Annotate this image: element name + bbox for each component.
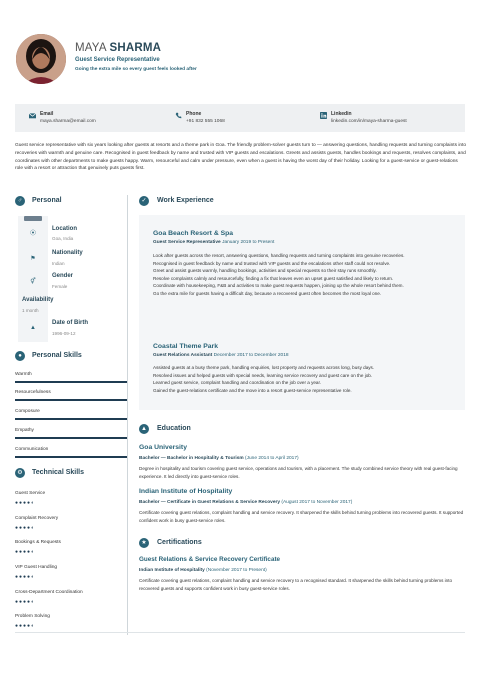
dob-value: 1996-09-12	[52, 331, 76, 336]
personal-skill: Warmth	[15, 372, 32, 377]
edu-desc: Degree in hospitality and tourism covering guest service, operations and tourism, with a placement. The study combined service theory with real guest-facing experience. It led directly into guest-service roles.	[139, 466, 458, 479]
skill-rating: ●●●●◐	[15, 525, 36, 531]
cert-name: Guest Relations & Service Recovery Certificate	[139, 556, 281, 563]
certifications-title: Certifications	[157, 539, 202, 546]
tech-skill: Cross-Department Coordination	[15, 590, 83, 595]
certificate-icon: ★	[139, 538, 149, 548]
personal-skills-title: Personal Skills	[32, 352, 82, 359]
phone-label: Phone	[186, 111, 202, 117]
job-bullets: Assisted guests at a busy theme park, handling enquiries, lost property and requests across long, busy days. Resolved issues and helped guests with special needs, learning service recovery and guest care on the job. Learned guest service, complaint handling and coordination on the job over a year. Gained the guest-relations certificate and the move into a resort guest-service representative role.	[153, 365, 375, 393]
tech-skill: Guest Service	[15, 491, 46, 496]
graduation-cap-icon: ▲	[139, 424, 149, 434]
linkedin-icon	[320, 112, 327, 119]
technical-skills-title: Technical Skills	[32, 469, 85, 476]
contact-email[interactable]	[29, 111, 96, 124]
linkedin-value: linkedin.com/in/maya-sharma-guest	[331, 119, 407, 124]
email-label: Email	[40, 111, 54, 117]
job-company: Coastal Theme Park	[153, 343, 218, 350]
skill-rating: ●●●●◐	[15, 599, 36, 605]
flag-icon: ⚑	[30, 256, 36, 262]
phone-value: +91 832 555 1068	[186, 119, 225, 124]
job-bullets: Look after guests across the resort, answering questions, handling requests and turning complaints into genuine recoveries. Recognised in guest feedback by name and trusted with VIP guests and the escalations other staff could not resolve. Greet and assist guests warmly, handling bookings, activities and special requests so their stay runs smoothly. Resolve complaints calmly and resourcefully, finding a fix that leaves even an upset guest satisfied and likely to return. Coordinate with housekeeping, F&B and activities to make guest requests happen, joining up the whole resort behind them. Go the extra mile for guests having a difficult day, because a recovered guest often becomes the most loyal one.	[153, 253, 405, 296]
work-title: Work Experience	[157, 197, 214, 204]
personal-skill: Composure	[15, 409, 40, 414]
skill-bar	[15, 437, 127, 439]
location-label: Location	[52, 226, 77, 232]
job-meta: Guest Relations Assistant December 2017 to December 2018	[153, 353, 289, 358]
contact-phone[interactable]	[175, 111, 225, 124]
email-value: maya.sharma@email.com	[40, 119, 96, 124]
nationality-label: Nationality	[52, 250, 83, 256]
edu-meta: Bachelor — Bachelor in Hospitality & Tourism (June 2014 to April 2017)	[139, 456, 299, 461]
person-icon: ♂	[15, 196, 25, 206]
briefcase-icon: ✓	[139, 196, 149, 206]
contact-bar	[15, 104, 465, 132]
panel-tab-icon	[24, 216, 42, 221]
job-company: Goa Beach Resort & Spa	[153, 230, 234, 237]
tech-skill: Complaint Recovery	[15, 516, 59, 521]
skill-rating: ●●●●◐	[15, 574, 36, 580]
phone-icon	[175, 112, 182, 119]
skill-bar	[15, 456, 127, 458]
location-pin-icon: ⦿	[29, 231, 36, 237]
contact-linkedin[interactable]	[320, 111, 407, 124]
skill-rating: ●●●●◐	[15, 500, 36, 506]
personal-skill: Communication	[15, 447, 49, 452]
edu-meta: Bachelor — Certificate in Guest Relations & Service Recovery (August 2017 to November 2017)	[139, 500, 353, 505]
cert-meta: Indian Institute of Hospitality (November 2017 to Present)	[139, 568, 267, 573]
education-title: Education	[157, 425, 191, 432]
tech-skill: VIP Guest Handling	[15, 565, 58, 570]
gender-value: Female	[52, 284, 68, 289]
skill-bar	[15, 399, 127, 401]
location-value: Goa, India	[52, 236, 74, 241]
edu-school: Indian Institute of Hospitality	[139, 488, 233, 495]
gear-icon: ⚙	[15, 468, 25, 478]
personal-skill: Empathy	[15, 428, 34, 433]
edu-desc: Certificate covering guest relations, complaint handling and service recovery. It sharpened the skills behind turning problems into recovered guests. It supported confident work in busy guest-service roles.	[139, 510, 464, 523]
cert-desc: Certificate covering guest relations, complaint handling and service recovery to a recognised standard. It sharpened the skills behind turning problems into recovered guests and supports confident work in busy guest-service roles.	[139, 578, 453, 591]
availability-value: 1 month	[22, 308, 39, 313]
mail-icon	[29, 112, 36, 119]
nationality-value: Indian	[52, 261, 65, 266]
tech-skill: Bookings & Requests	[15, 540, 61, 545]
job-meta: Guest Service Representative January 2019 to Present	[153, 240, 275, 245]
cake-icon: ▲	[30, 325, 36, 331]
personal-title: Personal	[32, 197, 62, 204]
column-divider	[127, 195, 128, 635]
skill-rating: ●●●●◐	[15, 623, 36, 629]
gender-icon: ⚥	[30, 279, 36, 285]
profile-photo	[16, 34, 66, 84]
dob-label: Date of Birth	[52, 320, 88, 326]
candidate-tagline: Going the extra mile so every guest feels looked after	[75, 67, 197, 72]
profile-summary: Guest service representative with six years looking after guests at resorts and a theme park in Goa. The friendly problem-solver guests turn to — answering questions, handling requests and turning complaints into recoveries with warmth and genuine care. Recognised in guest feedback by name and trusted with VIP guests and escalations. Greets and assists guests, handles bookings and requests, resolves complaints, and coordinates with other departments to make guests happy. Warm, resourceful and calm under pressure, even when a guest is having the worst day of their holiday. Looking for a guest-service or guest-relations role with a resort or attraction that genuinely puts guests first.	[15, 143, 467, 172]
personal-skill: Resourcefulness	[15, 390, 51, 395]
availability-label: Availability	[22, 297, 54, 303]
edu-school: Goa University	[139, 444, 187, 451]
skill-rating: ●●●●◐	[15, 549, 36, 555]
footer-divider	[15, 632, 465, 633]
skill-bar	[15, 418, 127, 420]
tech-skill: Problem Solving	[15, 614, 50, 619]
skills-icon: ●	[15, 351, 25, 361]
candidate-role: Guest Service Representative	[75, 57, 160, 63]
gender-label: Gender	[52, 273, 74, 279]
linkedin-label: Linkedin	[331, 111, 352, 117]
skill-bar	[15, 381, 127, 383]
candidate-name: MAYA SHARMA	[75, 42, 162, 54]
